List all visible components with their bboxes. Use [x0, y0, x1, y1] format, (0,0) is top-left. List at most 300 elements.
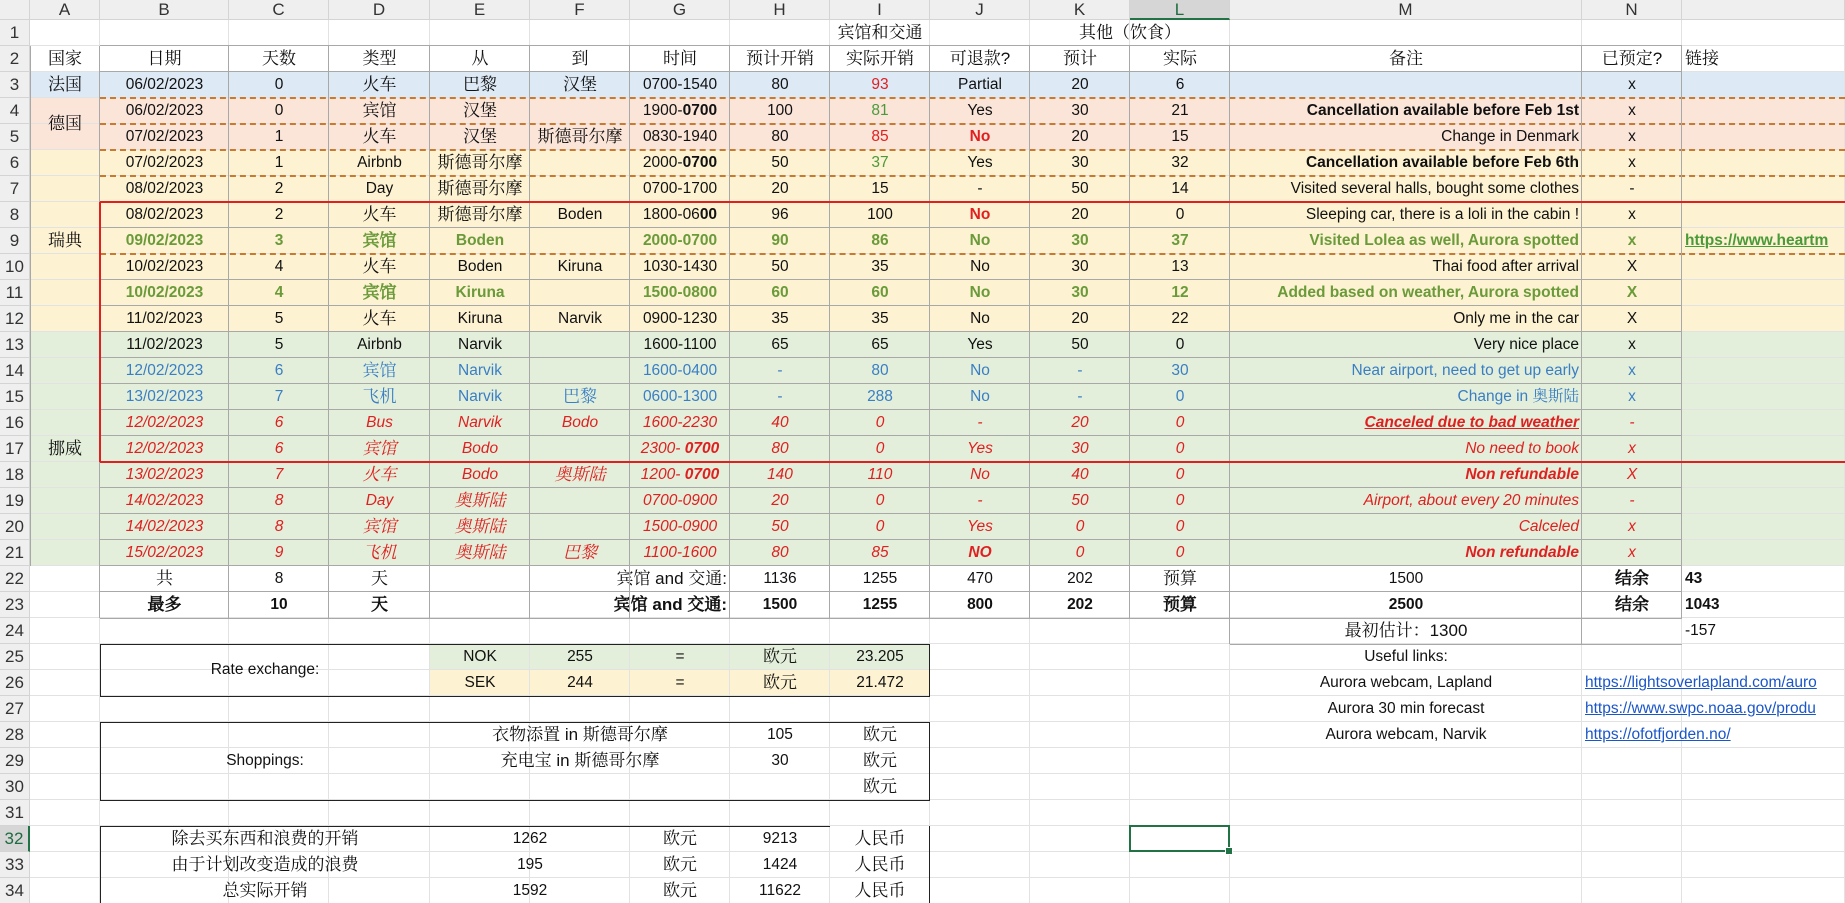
cell-other-actual[interactable]: 6: [1175, 76, 1185, 93]
shopping-item[interactable]: [430, 774, 730, 800]
cell-booked[interactable]: x: [1628, 544, 1636, 561]
useful-link-url[interactable]: https://lightsoverlapland.com/auro: [1585, 674, 1817, 691]
cell-type[interactable]: Bus: [366, 414, 393, 431]
cell-from[interactable]: 巴黎: [463, 75, 497, 94]
column-title-link[interactable]: 链接: [1685, 49, 1719, 68]
useful-link-url[interactable]: https://www.swpc.noaa.gov/produ: [1585, 700, 1816, 717]
row-header-30[interactable]: 30: [0, 774, 30, 800]
total-other[interactable]: 202: [1067, 596, 1093, 613]
cell-days[interactable]: 0: [274, 76, 284, 93]
budget-value[interactable]: 2500: [1388, 596, 1424, 613]
cell-days[interactable]: 2: [274, 180, 284, 197]
row-header-10[interactable]: 10: [0, 254, 30, 280]
cell-planned-cost[interactable]: 80: [771, 440, 789, 457]
cell-from[interactable]: Boden: [457, 258, 503, 275]
cell-refundable[interactable]: Yes: [967, 336, 993, 353]
cell-date[interactable]: 12/02/2023: [125, 440, 204, 457]
cell-booked[interactable]: x: [1628, 128, 1636, 145]
cell-days[interactable]: 1: [274, 128, 284, 145]
cell-booked[interactable]: x: [1628, 102, 1636, 119]
cell-refundable[interactable]: No: [970, 466, 990, 483]
cell-time[interactable]: [630, 72, 730, 98]
cell-link[interactable]: [1682, 254, 1845, 280]
cell-date[interactable]: 13/02/2023: [125, 466, 204, 483]
cell-date[interactable]: 07/02/2023: [125, 128, 204, 145]
cell-note[interactable]: Canceled due to bad weather: [1364, 414, 1579, 431]
cell-to[interactable]: [530, 176, 630, 202]
cell-booked[interactable]: x: [1627, 232, 1637, 249]
cell-note[interactable]: Change in Denmark: [1441, 128, 1579, 145]
cell-to[interactable]: [530, 436, 630, 462]
row-header-2[interactable]: 2: [0, 46, 30, 72]
row-header-21[interactable]: 21: [0, 540, 30, 566]
cell-days[interactable]: 6: [274, 362, 284, 379]
summary-eur[interactable]: 195: [517, 856, 543, 873]
cell-to[interactable]: 巴黎: [563, 387, 597, 406]
row-header-29[interactable]: 29: [0, 748, 30, 774]
cell-link[interactable]: [1682, 72, 1845, 98]
cell-refundable[interactable]: -: [977, 414, 983, 431]
cell-actual-cost[interactable]: 0: [875, 440, 885, 457]
cell-note[interactable]: [1230, 72, 1582, 98]
row-header-32[interactable]: 32: [0, 826, 30, 852]
cell-planned-cost[interactable]: -: [777, 362, 783, 379]
column-title-actual_cost[interactable]: 实际开销: [846, 49, 914, 68]
cell-actual-cost[interactable]: 100: [867, 206, 893, 223]
cell-days[interactable]: 9: [274, 544, 284, 561]
cell-type[interactable]: 火车: [362, 127, 397, 146]
cell-other-actual[interactable]: 21: [1171, 102, 1189, 119]
cell-time[interactable]: [630, 98, 730, 124]
cell-to[interactable]: Boden: [557, 206, 603, 223]
shopping-cost[interactable]: 105: [767, 726, 793, 743]
cell-from[interactable]: Narvik: [458, 414, 502, 431]
cell-time[interactable]: [630, 176, 730, 202]
cell-refundable[interactable]: No: [970, 258, 990, 275]
balance-value[interactable]: 1043: [1685, 596, 1720, 613]
cell-planned-cost[interactable]: 50: [771, 518, 789, 535]
cell-booked[interactable]: x: [1628, 440, 1636, 457]
cell-type[interactable]: 火车: [362, 309, 397, 328]
cell-actual-cost[interactable]: 86: [871, 232, 889, 249]
summary-eur-unit[interactable]: 欧元: [663, 881, 697, 900]
column-header-H[interactable]: H: [730, 0, 830, 20]
cell-booked[interactable]: x: [1628, 388, 1636, 405]
cell-other-planned[interactable]: 30: [1071, 232, 1089, 249]
cell-planned-cost[interactable]: 65: [771, 336, 789, 353]
row-header-33[interactable]: 33: [0, 852, 30, 878]
row-header-19[interactable]: 19: [0, 488, 30, 514]
cell-days[interactable]: 7: [274, 388, 284, 405]
cell-to[interactable]: Bodo: [561, 414, 599, 431]
cell-booked[interactable]: x: [1628, 362, 1636, 379]
cell-days[interactable]: 4: [274, 258, 284, 275]
cell-planned-cost[interactable]: 80: [771, 128, 789, 145]
cell-planned-cost[interactable]: 40: [771, 414, 789, 431]
cell-days[interactable]: 6: [274, 440, 284, 457]
cell-actual-cost[interactable]: 85: [871, 544, 889, 561]
shopping-unit[interactable]: 欧元: [863, 751, 897, 770]
column-header-L[interactable]: L: [1130, 0, 1230, 20]
cell-note[interactable]: Non refundable: [1465, 544, 1579, 561]
cell-refundable[interactable]: No: [969, 128, 991, 145]
shoppings-label[interactable]: Shoppings:: [226, 752, 304, 769]
budget-label[interactable]: 预算: [1163, 569, 1197, 588]
cell-actual-cost[interactable]: 81: [871, 102, 889, 119]
cell-actual-cost[interactable]: 60: [871, 284, 889, 301]
cell-to[interactable]: [530, 358, 630, 384]
cell-actual-cost[interactable]: 37: [871, 154, 889, 171]
cell-note[interactable]: Calceled: [1518, 518, 1579, 535]
country-norway[interactable]: 挪威: [48, 439, 82, 458]
cell-refundable[interactable]: No: [970, 388, 990, 405]
cell-link[interactable]: [1682, 202, 1845, 228]
cell-planned-cost[interactable]: 96: [771, 206, 789, 223]
rate-exchange-label[interactable]: Rate exchange:: [210, 661, 320, 678]
cell-actual-cost[interactable]: 85: [871, 128, 889, 145]
total-planned[interactable]: 1500: [762, 596, 798, 613]
currency-code[interactable]: NOK: [463, 648, 497, 665]
total-refundable[interactable]: 470: [967, 570, 993, 587]
cell-planned-cost[interactable]: 50: [771, 154, 789, 171]
cell-from[interactable]: Narvik: [458, 362, 502, 379]
shopping-item[interactable]: 衣物添置 in 斯德哥尔摩: [492, 725, 668, 744]
cell-other-actual[interactable]: 0: [1175, 492, 1185, 509]
cell-date[interactable]: 06/02/2023: [125, 102, 204, 119]
select-all-corner[interactable]: [0, 0, 30, 20]
cell-other-planned[interactable]: 20: [1071, 76, 1089, 93]
cell-days[interactable]: 0: [274, 102, 284, 119]
cell-other-actual[interactable]: 0: [1175, 544, 1185, 561]
cell-other-planned[interactable]: 50: [1071, 336, 1089, 353]
cell-other-planned[interactable]: 30: [1071, 284, 1089, 301]
cell-booked[interactable]: X: [1626, 258, 1638, 275]
cell-refundable[interactable]: Yes: [967, 102, 993, 119]
cell-booked[interactable]: -: [1629, 414, 1635, 431]
row-header-18[interactable]: 18: [0, 462, 30, 488]
equals-sign[interactable]: =: [675, 648, 685, 665]
column-header-B[interactable]: B: [100, 0, 229, 20]
column-title-refundable[interactable]: 可退款?: [949, 49, 1011, 68]
cell-actual-cost[interactable]: 35: [871, 258, 889, 275]
cell-from[interactable]: 汉堡: [463, 127, 497, 146]
cell-link[interactable]: [1682, 462, 1845, 488]
cell-planned-cost[interactable]: 140: [767, 466, 793, 483]
cell-to[interactable]: [530, 228, 630, 254]
cell-from[interactable]: Narvik: [458, 388, 502, 405]
cell-other-planned[interactable]: 40: [1071, 466, 1089, 483]
cell-date[interactable]: 06/02/2023: [125, 76, 204, 93]
cell-other-planned[interactable]: -: [1077, 388, 1083, 405]
summary-eur-unit[interactable]: 欧元: [663, 829, 697, 848]
cell-refundable[interactable]: -: [977, 492, 983, 509]
cell-date[interactable]: 13/02/2023: [125, 388, 204, 405]
column-title-other_planned[interactable]: 预计: [1063, 49, 1097, 68]
cell-refundable[interactable]: No: [970, 362, 990, 379]
summary-label[interactable]: 除去买东西和浪费的开销: [171, 829, 359, 848]
cell-from[interactable]: 斯德哥尔摩: [437, 205, 523, 224]
country-sweden[interactable]: 瑞典: [48, 231, 82, 250]
balance-label[interactable]: 结余: [1615, 595, 1649, 614]
cell-planned-cost[interactable]: 35: [771, 310, 789, 327]
cell-days[interactable]: 5: [274, 310, 284, 327]
cell-planned-cost[interactable]: 20: [771, 492, 789, 509]
cell-actual-cost[interactable]: 110: [867, 466, 893, 483]
cell-other-planned[interactable]: 0: [1075, 518, 1085, 535]
cell-actual-cost[interactable]: 80: [871, 362, 889, 379]
selected-cell-L32[interactable]: [1129, 825, 1230, 852]
column-title-to[interactable]: 到: [571, 49, 589, 68]
cell-type[interactable]: 火车: [362, 257, 397, 276]
shopping-cost[interactable]: [730, 774, 830, 800]
cell-note[interactable]: Sleeping car, there is a loli in the cabin !: [1305, 206, 1579, 223]
cell-other-actual[interactable]: 37: [1171, 232, 1189, 249]
cell-date[interactable]: 09/02/2023: [125, 232, 204, 249]
cell-from[interactable]: 汉堡: [463, 101, 497, 120]
initial-estimate-diff[interactable]: -157: [1685, 622, 1717, 639]
cell-refundable[interactable]: No: [969, 284, 991, 301]
cell-type[interactable]: 火车: [362, 465, 397, 484]
total-label[interactable]: 共: [156, 569, 173, 588]
cell-time[interactable]: [630, 462, 730, 488]
column-header-G[interactable]: G: [630, 0, 730, 20]
cell-other-planned[interactable]: 30: [1071, 154, 1089, 171]
cell-days[interactable]: 8: [274, 492, 284, 509]
total-days[interactable]: 8: [274, 570, 284, 587]
cell-time[interactable]: [630, 254, 730, 280]
cell-note[interactable]: Added based on weather, Aurora spotted: [1277, 284, 1579, 301]
cell-link[interactable]: [1682, 410, 1845, 436]
cell-booked[interactable]: -: [1629, 180, 1635, 197]
cell-days[interactable]: 6: [274, 414, 284, 431]
cell-other-planned[interactable]: 30: [1071, 258, 1089, 275]
summary-cny-unit[interactable]: 人民币: [854, 881, 906, 900]
cell-to[interactable]: Narvik: [558, 310, 602, 327]
column-header-D[interactable]: D: [329, 0, 430, 20]
column-header-C[interactable]: C: [229, 0, 329, 20]
cell-to[interactable]: 汉堡: [563, 75, 597, 94]
row-header-23[interactable]: 23: [0, 592, 30, 618]
shopping-unit[interactable]: 欧元: [863, 725, 897, 744]
column-header-N[interactable]: N: [1582, 0, 1682, 20]
summary-eur[interactable]: 1592: [512, 882, 548, 899]
cell-booked[interactable]: x: [1628, 518, 1636, 535]
cell-date[interactable]: 12/02/2023: [125, 362, 204, 379]
cell-booked[interactable]: x: [1628, 336, 1636, 353]
cell-refundable[interactable]: No: [969, 206, 991, 223]
cell-refundable[interactable]: No: [969, 232, 991, 249]
cell-refundable[interactable]: Partial: [958, 76, 1002, 93]
row-header-7[interactable]: 7: [0, 176, 30, 202]
cell-days[interactable]: 2: [274, 206, 284, 223]
row-header-13[interactable]: 13: [0, 332, 30, 358]
cell-other-actual[interactable]: 0: [1175, 466, 1185, 483]
cell-type[interactable]: Airbnb: [357, 154, 402, 171]
cell-booked[interactable]: x: [1628, 76, 1636, 93]
row-header-16[interactable]: 16: [0, 410, 30, 436]
cell-planned-cost[interactable]: 90: [771, 232, 789, 249]
cell-type[interactable]: 宾馆: [362, 439, 397, 458]
cell-other-actual[interactable]: 14: [1171, 180, 1189, 197]
cell-refundable[interactable]: NO: [968, 544, 992, 561]
cell-note[interactable]: Change in 奥斯陆: [1457, 388, 1579, 405]
cell-planned-cost[interactable]: 80: [771, 544, 789, 561]
cell-other-actual[interactable]: 0: [1175, 388, 1185, 405]
cell-date[interactable]: 14/02/2023: [125, 492, 204, 509]
row-header-5[interactable]: 5: [0, 124, 30, 150]
cell-time[interactable]: [630, 306, 730, 332]
cell-refundable[interactable]: -: [977, 180, 983, 197]
cell-link[interactable]: [1682, 384, 1845, 410]
group-header-other-food[interactable]: 其他（饮食）: [1079, 23, 1181, 42]
row-header-27[interactable]: 27: [0, 696, 30, 722]
group-header-hotel-transport[interactable]: 宾馆和交通: [837, 23, 923, 42]
cell-days[interactable]: 1: [274, 154, 284, 171]
cell-from[interactable]: Bodo: [461, 466, 499, 483]
row-header-12[interactable]: 12: [0, 306, 30, 332]
cell-type[interactable]: Day: [365, 180, 394, 197]
cell-note[interactable]: Visited several halls, bought some clothes: [1290, 180, 1579, 197]
row-header-6[interactable]: 6: [0, 150, 30, 176]
cell-to[interactable]: 巴黎: [563, 543, 597, 562]
currency-amount[interactable]: 255: [567, 648, 593, 665]
cell-date[interactable]: 10/02/2023: [125, 258, 204, 275]
cell-link[interactable]: https://www.heartm: [1685, 232, 1829, 249]
cell-time[interactable]: [630, 384, 730, 410]
cell-time[interactable]: [630, 540, 730, 566]
currency-unit[interactable]: 欧元: [763, 647, 797, 666]
summary-label[interactable]: 总实际开销: [222, 881, 308, 900]
cell-link[interactable]: [1682, 436, 1845, 462]
cell-booked[interactable]: x: [1628, 154, 1636, 171]
cell-type[interactable]: Day: [365, 492, 394, 509]
total-days[interactable]: 10: [270, 596, 288, 613]
cell-refundable[interactable]: Yes: [967, 440, 993, 457]
cell-type[interactable]: 宾馆: [362, 517, 397, 536]
column-title-type[interactable]: 类型: [362, 49, 397, 68]
row-header-1[interactable]: 1: [0, 20, 30, 46]
column-header-K[interactable]: K: [1030, 0, 1130, 20]
shopping-item[interactable]: 充电宝 in 斯德哥尔摩: [500, 751, 660, 770]
cell-link[interactable]: [1682, 306, 1845, 332]
column-title-other_actual[interactable]: 实际: [1163, 49, 1197, 68]
cell-actual-cost[interactable]: 35: [871, 310, 889, 327]
cell-other-actual[interactable]: 22: [1171, 310, 1189, 327]
cell-planned-cost[interactable]: 20: [771, 180, 789, 197]
summary-cny[interactable]: 11622: [759, 882, 801, 899]
cell-type[interactable]: Airbnb: [357, 336, 402, 353]
cell-other-actual[interactable]: 0: [1175, 518, 1185, 535]
cell-days[interactable]: 8: [274, 518, 284, 535]
cell-days[interactable]: 3: [274, 232, 284, 249]
cell-type[interactable]: 宾馆: [362, 283, 397, 302]
summary-cny[interactable]: 1424: [762, 856, 798, 873]
cell-type[interactable]: 宾馆: [362, 231, 397, 250]
useful-link-label[interactable]: Aurora webcam, Narvik: [1325, 726, 1487, 743]
column-title-time[interactable]: 时间: [663, 49, 697, 68]
cell-link[interactable]: [1682, 280, 1845, 306]
cell-planned-cost[interactable]: 50: [771, 258, 789, 275]
country-france[interactable]: 法国: [48, 75, 82, 94]
country-germany[interactable]: 德国: [48, 114, 82, 133]
column-header-A[interactable]: A: [30, 0, 100, 20]
cell-other-planned[interactable]: 30: [1071, 440, 1089, 457]
cell-type[interactable]: 宾馆: [362, 101, 397, 120]
cell-time[interactable]: [630, 202, 730, 228]
total-actual[interactable]: 1255: [862, 570, 898, 587]
cell-note[interactable]: Visited Lolea as well, Aurora spotted: [1309, 232, 1579, 249]
cell-date[interactable]: 07/02/2023: [125, 154, 204, 171]
row-header-3[interactable]: 3: [0, 72, 30, 98]
cell-to[interactable]: [530, 488, 630, 514]
row-header-26[interactable]: 26: [0, 670, 30, 696]
cell-actual-cost[interactable]: 65: [871, 336, 889, 353]
cell-type[interactable]: 宾馆: [362, 361, 397, 380]
cell-from[interactable]: Boden: [455, 232, 505, 249]
shopping-cost[interactable]: 30: [771, 752, 789, 769]
cell-actual-cost[interactable]: 15: [871, 180, 889, 197]
cell-note[interactable]: Near airport, need to get up early: [1351, 362, 1579, 379]
total-other[interactable]: 202: [1067, 570, 1093, 587]
cell-date[interactable]: 10/02/2023: [125, 284, 204, 301]
cell-from[interactable]: Kiruna: [457, 310, 503, 327]
cell-other-planned[interactable]: 0: [1075, 544, 1085, 561]
cell-from[interactable]: 奥斯陆: [454, 543, 506, 562]
cell-note[interactable]: Airport, about every 20 minutes: [1363, 492, 1579, 509]
cell-actual-cost[interactable]: 288: [867, 388, 893, 405]
cell-from[interactable]: 奥斯陆: [454, 517, 506, 536]
cell-other-actual[interactable]: 0: [1175, 414, 1185, 431]
cell-date[interactable]: 15/02/2023: [125, 544, 204, 561]
converted-value[interactable]: 21.472: [856, 674, 904, 691]
cell-note[interactable]: Cancellation available before Feb 6th: [1305, 154, 1579, 171]
cell-booked[interactable]: X: [1626, 466, 1638, 483]
cell-time[interactable]: [630, 332, 730, 358]
cell-booked[interactable]: X: [1626, 310, 1638, 327]
summary-eur-unit[interactable]: 欧元: [663, 855, 697, 874]
cell-booked[interactable]: X: [1626, 284, 1638, 301]
cell-refundable[interactable]: Yes: [967, 154, 993, 171]
cell-to[interactable]: Kiruna: [557, 258, 603, 275]
cell-note[interactable]: Thai food after arrival: [1432, 258, 1579, 275]
column-header-blank[interactable]: [1682, 0, 1845, 20]
cell-refundable[interactable]: No: [970, 310, 990, 327]
cell-date[interactable]: 11/02/2023: [126, 310, 203, 327]
column-header-M[interactable]: M: [1230, 0, 1582, 20]
cell-to[interactable]: [530, 332, 630, 358]
total-hotel-transport-label[interactable]: 宾馆 and 交通:: [616, 569, 727, 588]
row-header-8[interactable]: 8: [0, 202, 30, 228]
cell-note[interactable]: Very nice place: [1473, 336, 1579, 353]
column-header-J[interactable]: J: [930, 0, 1030, 20]
column-title-country[interactable]: 国家: [48, 49, 82, 68]
column-title-booked[interactable]: 已预定?: [1601, 49, 1663, 68]
cell-other-planned[interactable]: 20: [1071, 128, 1089, 145]
cell-time[interactable]: [630, 228, 730, 254]
cell-date[interactable]: 12/02/2023: [125, 414, 204, 431]
cell-link[interactable]: [1682, 540, 1845, 566]
equals-sign[interactable]: =: [675, 674, 685, 691]
row-header-20[interactable]: 20: [0, 514, 30, 540]
useful-link-label[interactable]: Aurora 30 min forecast: [1327, 700, 1485, 717]
cell-time[interactable]: [630, 124, 730, 150]
cell-note[interactable]: Non refundable: [1465, 466, 1579, 483]
cell-planned-cost[interactable]: 80: [771, 76, 789, 93]
row-header-22[interactable]: 22: [0, 566, 30, 592]
cell-days[interactable]: 7: [274, 466, 284, 483]
row-header-28[interactable]: 28: [0, 722, 30, 748]
cell-actual-cost[interactable]: 0: [875, 414, 885, 431]
